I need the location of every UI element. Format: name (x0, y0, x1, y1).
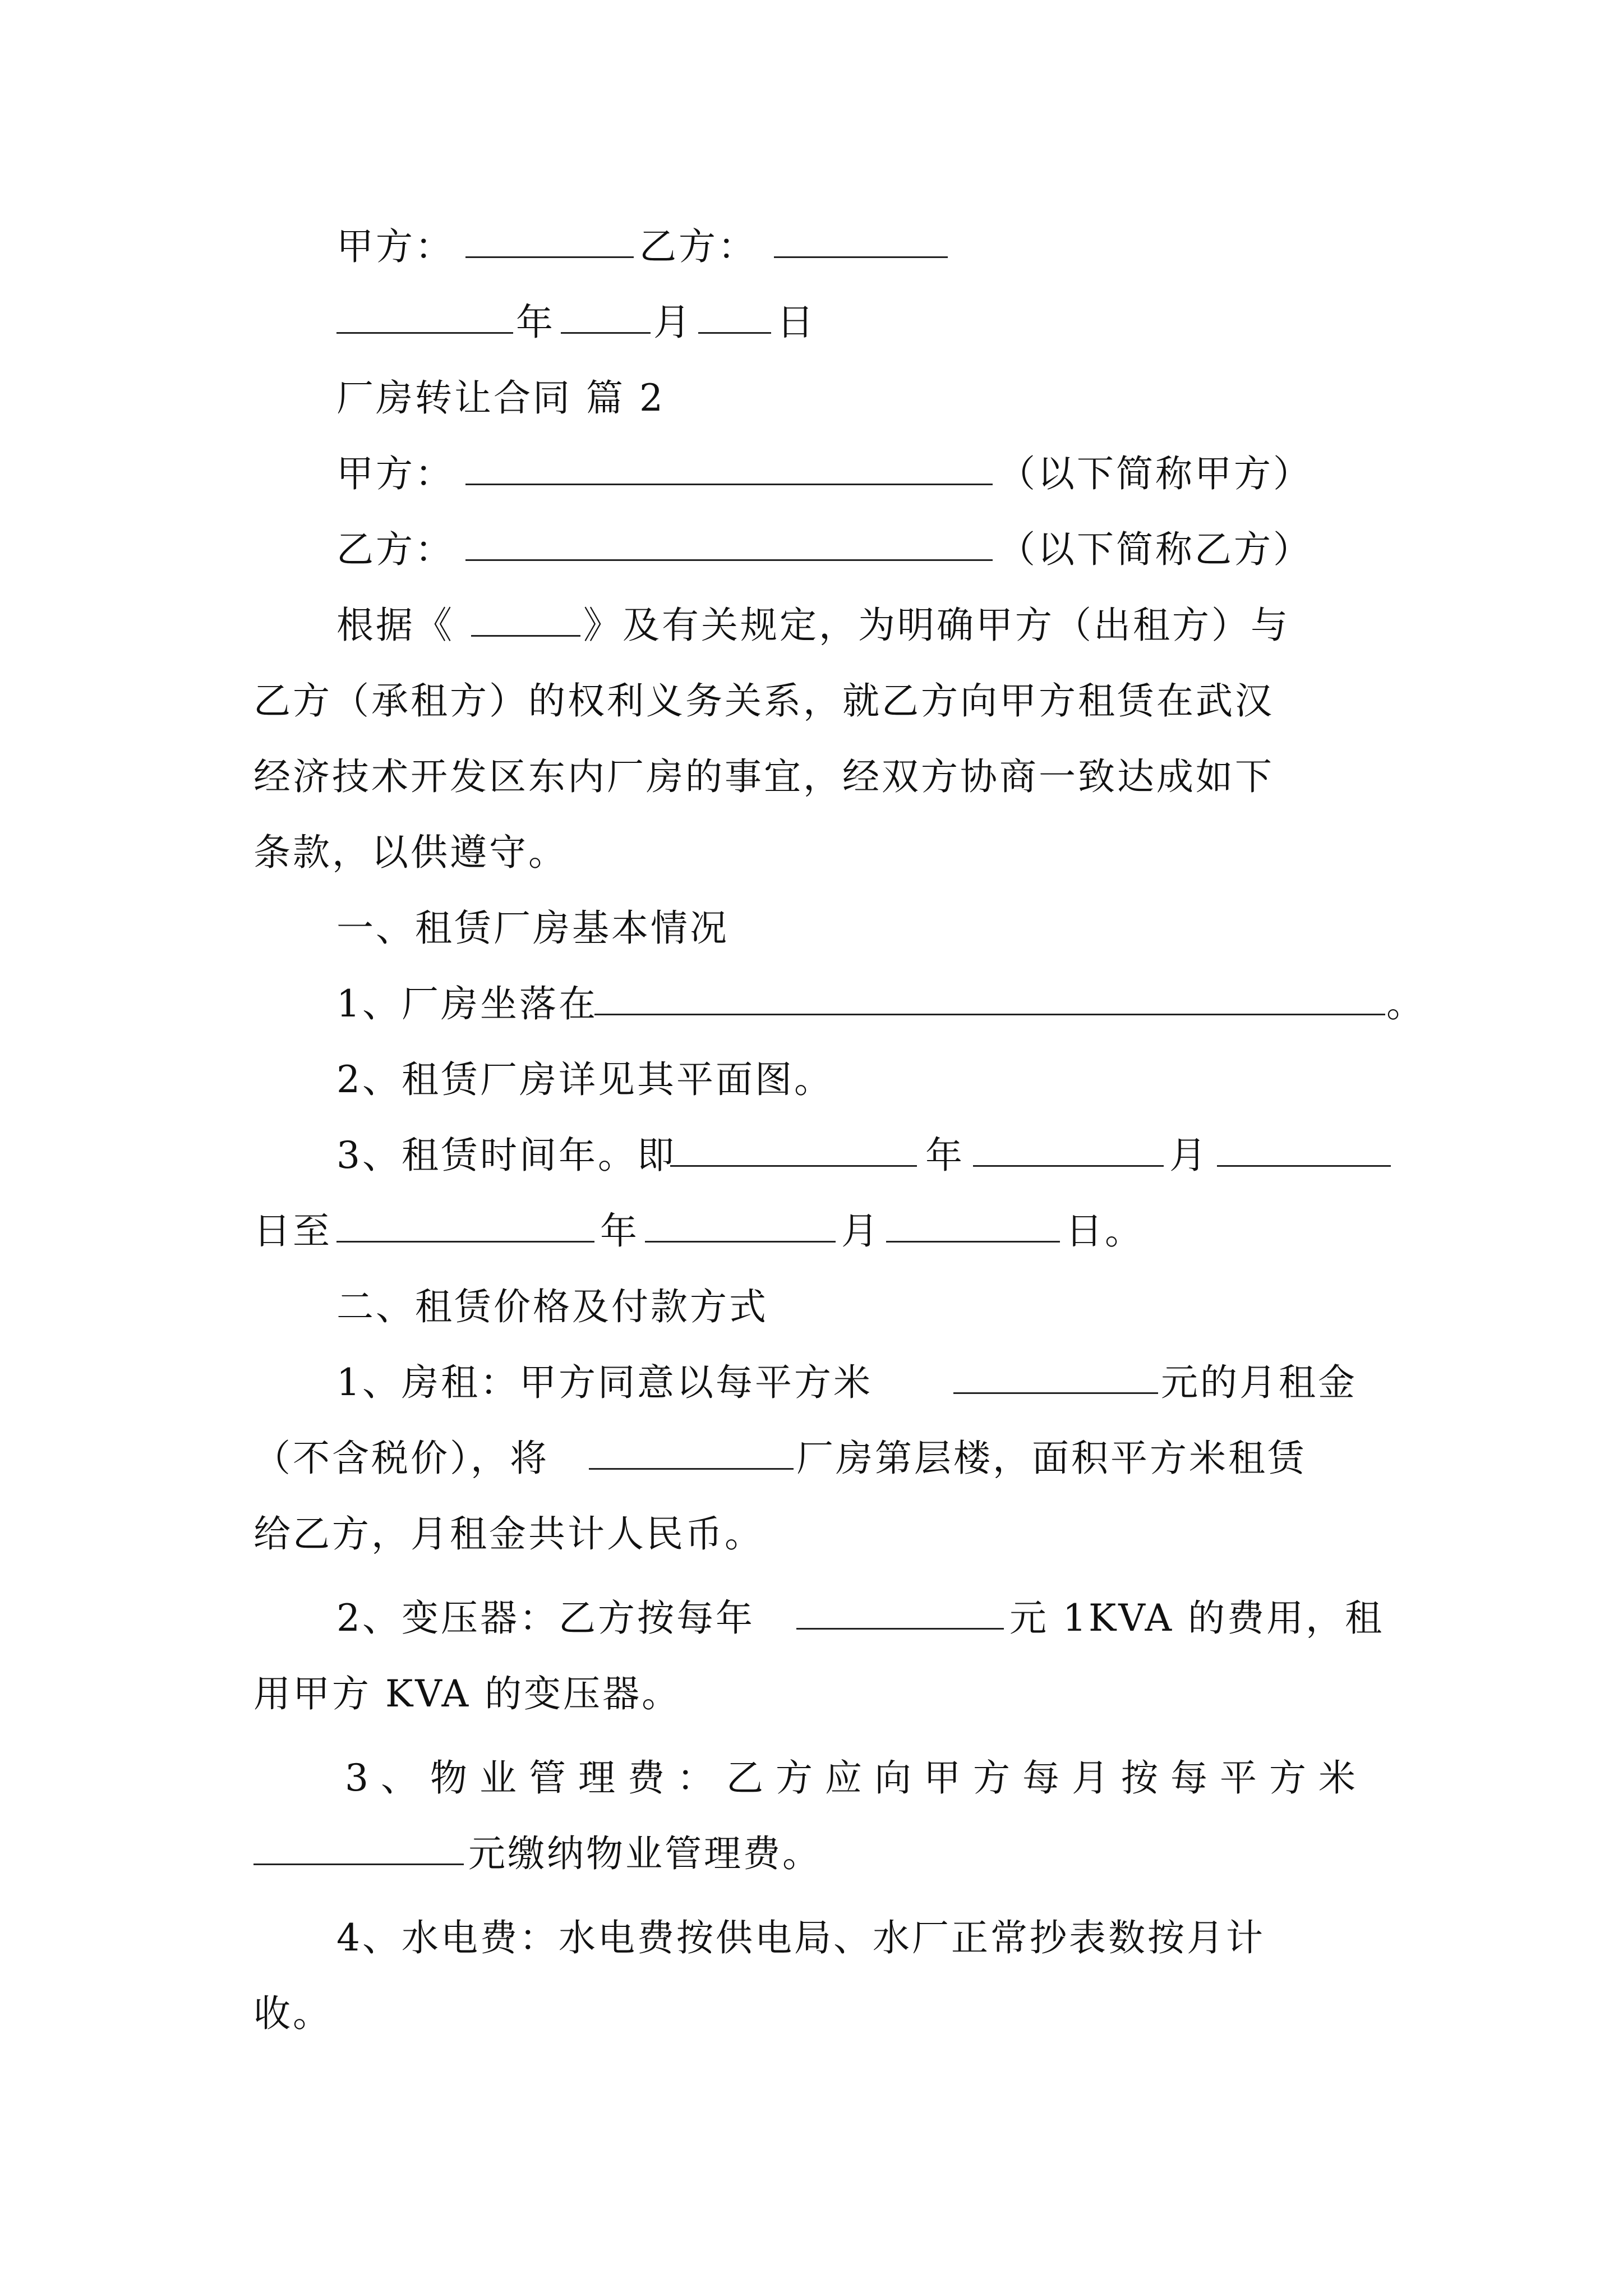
sig-day-blank (698, 297, 771, 334)
section-2-title-text: 二、租赁价格及付款方式 (336, 1285, 768, 1328)
rent-line-1 (0, 1358, 1623, 1408)
sig-party-b-blank (774, 222, 948, 258)
lease-end-year-blank (336, 1206, 594, 1243)
preamble-text-2: 乙方（承租方）的权利义务关系，就乙方向甲方租赁在武汉 (253, 679, 1274, 723)
utilities-text-1: 4、水电费：水电费按供电局、水厂正常抄表数按月计 (336, 1916, 1265, 1959)
signature-parties-line (0, 222, 1623, 272)
lease-day-to-label: 日至 (253, 1209, 332, 1253)
law-name-blank (471, 600, 580, 637)
sig-party-b-label: 乙方： (639, 225, 757, 268)
sig-year-label: 年 (516, 301, 555, 344)
sig-year-blank (336, 297, 513, 334)
contract-heading-text: 厂房转让合同 篇 2 (336, 376, 665, 420)
section-1-item-1-text: 1、厂房坐落在 (336, 982, 598, 1025)
party-a-note: （以下简称甲方） (998, 452, 1312, 495)
utilities-line-1 (0, 1913, 1623, 1963)
rent-price-blank (953, 1358, 1158, 1394)
sig-month-blank (561, 297, 651, 334)
lease-end-day-label: 日。 (1066, 1209, 1144, 1253)
transformer-line-2 (0, 1669, 1623, 1719)
party-b-label: 乙方： (336, 528, 454, 571)
rent-line-2 (0, 1433, 1623, 1484)
preamble-line-3 (0, 752, 1623, 802)
lease-start-month-blank (973, 1130, 1164, 1167)
party-a-blank (465, 449, 993, 485)
sig-party-a-label: 甲方： (336, 225, 454, 268)
property-fee-text-1: 3、物业管理费：乙方应向甲方每月按每平方米 (345, 1756, 1368, 1800)
utilities-line-2 (0, 1989, 1623, 2039)
sig-day-label: 日 (777, 301, 816, 344)
rent-text-1: 1、房租：甲方同意以每平方米 (336, 1361, 873, 1404)
section-1-title-text: 一、租赁厂房基本情况 (336, 907, 729, 950)
section-1-title (0, 903, 1623, 954)
party-b-blank (465, 524, 993, 561)
preamble-text-1b: 》及有关规定，为明确甲方（出租方）与 (583, 604, 1290, 647)
rent-text-1b: 元的月租金 (1161, 1361, 1357, 1404)
location-blank (594, 979, 1385, 1015)
preamble-text-4: 条款，以供遵守。 (253, 831, 568, 874)
contract-heading (0, 373, 1623, 424)
lease-start-year-label: 年 (925, 1134, 965, 1177)
lease-end-year-label: 年 (600, 1209, 639, 1253)
signature-date-line (0, 297, 1623, 348)
rent-text-3: 给乙方，月租金共计人民币。 (253, 1512, 764, 1556)
section-1-item-1 (0, 979, 1623, 1029)
lease-start-month-label: 月 (1169, 1134, 1209, 1177)
transformer-price-blank (796, 1593, 1004, 1630)
transformer-text-1b: 元 1KVA 的费用，租 (1009, 1596, 1385, 1640)
property-fee-line-1 (0, 1753, 1623, 1803)
transformer-text-2: 用甲方 KVA 的变压器。 (253, 1672, 681, 1715)
section-1-item-2-text: 2、租赁厂房详见其平面图。 (336, 1058, 833, 1101)
preamble-line-4 (0, 827, 1623, 878)
party-a-line (0, 449, 1623, 499)
lease-start-year-blank (670, 1130, 917, 1167)
utilities-text-2: 收。 (253, 1992, 332, 2035)
sig-party-a-blank (465, 222, 634, 258)
lease-end-month-blank (645, 1206, 836, 1243)
property-fee-text-2: 元缴纳物业管理费。 (468, 1832, 822, 1875)
property-fee-line-2 (0, 1829, 1623, 1879)
section-1-item-1-end: 。 (1386, 982, 1426, 1025)
lease-end-month-label: 月 (841, 1209, 880, 1253)
party-b-line (0, 524, 1623, 575)
rent-text-2b: 厂房第层楼，面积平方米租赁 (796, 1437, 1307, 1480)
party-b-note: （以下简称乙方） (998, 528, 1312, 571)
preamble-text-1: 根据《 (336, 604, 454, 647)
rent-line-3 (0, 1509, 1623, 1559)
preamble-line-2 (0, 676, 1623, 726)
transformer-text-1: 2、变压器：乙方按每年 (336, 1596, 755, 1640)
section-1-item-3-cont (0, 1206, 1623, 1257)
party-a-label: 甲方： (336, 452, 454, 495)
section-1-item-3-text: 3、租赁时间年。即 (336, 1134, 676, 1177)
section-1-item-2 (0, 1055, 1623, 1105)
lease-end-day-blank (886, 1206, 1060, 1243)
lease-start-day-blank (1217, 1130, 1391, 1167)
preamble-text-3: 经济技术开发区东内厂房的事宜，经双方协商一致达成如下 (253, 755, 1274, 798)
section-1-item-3 (0, 1130, 1623, 1181)
sig-month-label: 月 (653, 301, 693, 344)
rent-text-2: （不含税价），将 (253, 1437, 549, 1480)
preamble-line-1 (0, 600, 1623, 651)
transformer-line-1 (0, 1593, 1623, 1644)
factory-name-blank (589, 1433, 794, 1470)
property-fee-blank (253, 1829, 464, 1865)
section-2-title (0, 1282, 1623, 1332)
